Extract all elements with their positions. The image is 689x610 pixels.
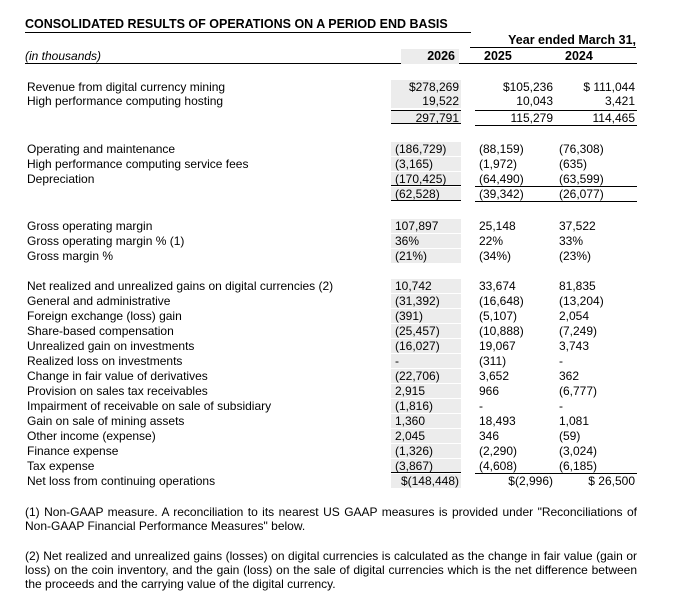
row-label: General and administrative [27,294,171,308]
table-row [25,459,637,473]
table-row [25,444,637,458]
cell-2025: 10,043 [516,94,553,108]
row-label: Realized loss on investments [27,354,183,368]
table-row [25,474,637,488]
cell-2024: (23%) [559,249,592,263]
cell-2024: (6,185) [555,459,637,474]
period-header: Year ended March 31, [470,33,636,48]
cell-2025: (88,159) [479,142,524,156]
cell-2024: 114,465 [555,110,637,126]
cell-2024: 362 [559,369,580,383]
cell-2024: (6,777) [559,384,598,398]
cell-2026: (62,528) [391,187,461,201]
table-row [25,279,637,293]
cell-2025: $(2,996) [508,474,553,488]
cell-2025: - [479,399,483,413]
cell-2025: 346 [479,429,500,443]
row-label: Gross margin % [27,249,114,263]
table-row [25,110,637,124]
cell-2026: (21%) [391,249,461,263]
cell-2025: (64,490) [475,172,555,187]
cell-2026: 2,045 [391,429,461,443]
cell-2024: 37,522 [559,219,596,233]
cell-2026: (1,326) [391,444,461,458]
cell-2024: 33% [559,234,584,248]
cell-2026: (3,867) [391,459,461,473]
cell-2025: 966 [479,384,500,398]
cell-2024: 3,421 [604,94,635,108]
cell-2024: 2,054 [559,309,590,323]
cell-2025: 22% [479,234,504,248]
cell-2025: 115,279 [475,110,555,126]
cell-2025: (34%) [479,249,512,263]
row-label: Foreign exchange (loss) gain [27,309,182,323]
column-header-row [25,49,637,64]
row-label: Operating and maintenance [27,142,176,156]
table-row [25,309,637,323]
row-label: Finance expense [27,444,119,458]
table-row [25,157,637,171]
cell-2025: (1,972) [479,157,518,171]
table-row [25,369,637,383]
cell-2025: (16,648) [479,294,524,308]
cell-2026: (3,165) [391,157,461,171]
cell-2026: (186,729) [391,142,461,156]
table-row [25,94,637,108]
cell-2026: (31,392) [391,294,461,308]
table-row [25,324,637,338]
table-row [25,399,637,413]
cell-2024: 81,835 [559,279,596,293]
cell-2026: 297,791 [391,110,461,124]
table-row [25,142,637,156]
cell-2025: 25,148 [479,219,516,233]
row-label: Other income (expense) [27,429,156,443]
cell-2025: 3,652 [479,369,510,383]
row-label: High performance computing service fees [27,157,249,171]
row-label: Impairment of receivable on sale of subsidiary [27,399,272,413]
cell-2025: (4,608) [475,459,555,474]
cell-2026: 107,897 [391,219,461,233]
table-row [25,187,637,201]
table-row [25,429,637,443]
table-row [25,294,637,308]
cell-2024: (26,077) [555,187,637,202]
cell-2026: $(148,448) [391,474,461,488]
row-label: Unrealized gain on investments [27,339,195,353]
cell-2026: 10,742 [391,279,461,293]
cell-2025: (2,290) [479,444,518,458]
row-label: Gross operating margin [27,219,153,233]
cell-2026: (22,706) [391,369,461,383]
cell-2024: (63,599) [555,172,637,187]
cell-2024: 1,081 [559,414,590,428]
units-label: (in thousands) [25,49,102,63]
cell-2024: (13,204) [559,294,604,308]
year-header-2026: 2026 [401,49,459,64]
cell-2026: 36% [391,234,461,248]
row-label: Gross operating margin % (1) [27,234,185,248]
footnote-2: (2) Net realized and unrealized gains (losses) on digital currencies is calculated as the change in fair value (gain or loss) on the coin inventory, and the gain (loss) on the sale of digital currencies which is the net difference between the proceeds and the carrying value of the digital currency. [25,549,637,591]
cell-2026: (16,027) [391,339,461,353]
row-label: Net realized and unrealized gains on digital currencies (2) [27,279,334,293]
row-label: Gain on sale of mining assets [27,414,185,428]
cell-2026: $278,269 [391,80,461,94]
table-row [25,354,637,368]
cell-2026: 2,915 [391,384,461,398]
cell-2025: (311) [479,354,507,368]
table-row [25,172,637,186]
cell-2026: - [391,354,461,368]
row-label: Change in fair value of derivatives [27,369,208,383]
cell-2026: (391) [391,309,461,323]
cell-2025: (10,888) [479,324,524,338]
cell-2026: 1,360 [391,414,461,428]
cell-2025: 33,674 [479,279,516,293]
cell-2024: (635) [559,157,588,171]
cell-2024: 3,743 [559,339,590,353]
row-label: Net loss from continuing operations [27,474,216,488]
cell-2025: (39,342) [475,187,555,202]
table-row [25,234,637,248]
cell-2025: 18,493 [479,414,516,428]
cell-2024: $ 26,500 [588,474,635,488]
cell-2025: (5,107) [479,309,518,323]
cell-2024: - [559,399,563,413]
table-row [25,414,637,428]
cell-2024: (7,249) [559,324,598,338]
cell-2024: - [559,354,563,368]
cell-2026: (25,457) [391,324,461,338]
row-label: Revenue from digital currency mining [27,80,226,94]
cell-2025: 19,067 [479,339,516,353]
cell-2024: (59) [559,429,581,443]
row-label: Tax expense [27,459,95,473]
row-label: Provision on sales tax receivables [27,384,208,398]
cell-2025: $105,236 [502,80,553,94]
table-row [25,339,637,353]
table-row [25,384,637,398]
cell-2024: (3,024) [559,444,598,458]
row-label: High performance computing hosting [27,94,224,108]
table-row [25,249,637,263]
year-header-2024: 2024 [565,49,593,63]
cell-2026: (1,816) [391,399,461,413]
table-row [25,219,637,233]
table-row [25,80,637,94]
table-title: CONSOLIDATED RESULTS OF OPERATIONS ON A PERIOD END BASIS [25,17,471,33]
row-label: Depreciation [27,172,95,186]
cell-2026: (170,425) [391,172,461,186]
footnote-1: (1) Non-GAAP measure. A reconciliation to its nearest US GAAP measures is provided under "Reconciliations of Non-GAAP Financial Performance Measures" below. [25,505,637,533]
cell-2026: 19,522 [391,94,461,108]
row-label: Share-based compensation [27,324,174,338]
cell-2024: (76,308) [559,142,604,156]
year-header-2025: 2025 [484,49,512,63]
cell-2024: $ 111,044 [583,80,635,94]
